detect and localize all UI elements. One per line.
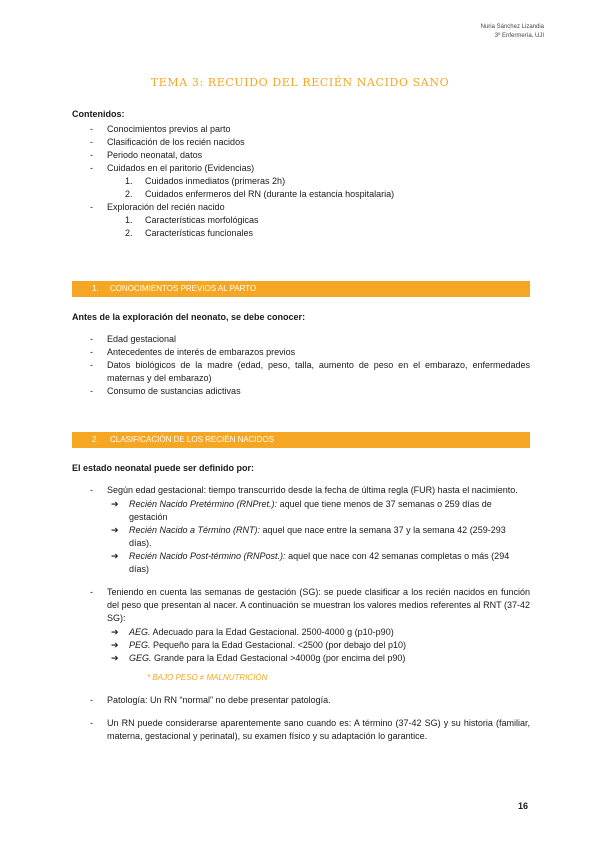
sublist-num: 2. — [125, 189, 133, 199]
arrow-desc: aquel que nace entre la semana 37 y la semana 42 (259-293 días). — [129, 525, 506, 548]
arrow-item — [107, 524, 530, 550]
sublist-text: Características funcionales — [145, 228, 254, 238]
page-number: 16 — [517, 801, 528, 811]
exploracion-sublist — [107, 214, 530, 240]
section-intro: El estado neonatal puede ser definido por: — [72, 463, 255, 473]
contents-item — [72, 201, 530, 240]
section-title: CLASIFICACIÓN DE LOS RECIÉN NACIDOS — [110, 435, 275, 444]
section-2-list — [72, 484, 530, 743]
arrow-desc: Pequeño para la Edad Gestacional. <2500 (por debajo del p10) — [150, 640, 406, 650]
course-name: 3º Enfermería, UJI — [494, 33, 544, 39]
arrow-term: Recién Nacido Pretérmino (RNPret.): — [129, 499, 278, 509]
sublist-item — [107, 188, 530, 201]
sublist-num: 1. — [125, 215, 133, 225]
paritorio-sublist — [107, 175, 530, 201]
sublist-item — [107, 227, 530, 240]
section-number: 1. — [92, 284, 99, 293]
section-intro: Antes de la exploración del neonato, se debe conocer: — [72, 312, 306, 322]
contents-item-label: Cuidados en el paritorio (Evidencias) — [107, 163, 255, 173]
section-2-body — [72, 462, 530, 743]
sublist-text: Características morfológicas — [145, 215, 259, 225]
list-item: - Edad gestacional — [72, 333, 530, 346]
arrow-desc: aquel que tiene menos de 37 semanas o 259 días de gestación — [129, 499, 492, 522]
arrow-icon: ➔ — [111, 525, 119, 535]
sublist-text: Cuidados enfermeros del RN (durante la estancia hospitalaria) — [145, 189, 395, 199]
section-2-header — [72, 432, 530, 448]
contents-heading: Contenidos: — [72, 109, 125, 119]
list-item-peso — [72, 586, 530, 684]
note-bajo-peso: * BAJO PESO ≠ MALNUTRICIÓN — [147, 673, 268, 682]
list-item-edad — [72, 484, 530, 576]
contents-item-label: Exploración del recién nacido — [107, 202, 225, 212]
arrow-item — [107, 626, 530, 639]
arrow-term: AEG. — [129, 627, 151, 637]
contents-item — [72, 162, 530, 201]
arrow-desc: Adecuado para la Edad Gestacional. 2500-4000 g (p10-p90) — [150, 627, 394, 637]
document-title: TEMA 3: RECUIDO DEL RECIÉN NACIDO SANO — [150, 76, 450, 89]
list-item: - Antecedentes de interés de embarazos previos — [72, 346, 530, 359]
arrow-term: Recién Nacido Post-término (RNPost.): — [129, 551, 286, 561]
peso-arrow-list — [107, 626, 530, 665]
peso-text: - Teniendo en cuenta las semanas de gestación (SG): se puede clasificar a los recién nacidos en función del peso que presentan al nacer. A continuación se muestran los valores medios referentes al RNT (37-42 SG): — [107, 587, 530, 623]
contents-item: - Conocimientos previos al parto — [72, 123, 530, 136]
contents-block — [72, 108, 530, 240]
sublist-item — [107, 214, 530, 227]
sublist-num: 1. — [125, 176, 133, 186]
arrow-term: Recién Nacido a Término (RNT): — [129, 525, 261, 535]
list-item: - Consumo de sustancias adictivas — [72, 385, 530, 398]
list-item: - Datos biológicos de la madre (edad, peso, talla, aumento de peso en el embarazo, enfermedades maternas y del embarazo) — [72, 359, 530, 385]
arrow-item — [107, 550, 530, 576]
sublist-num: 2. — [125, 228, 133, 238]
arrow-item — [107, 498, 530, 524]
arrow-icon: ➔ — [111, 653, 119, 663]
arrow-icon: ➔ — [111, 499, 119, 509]
arrow-term: GEG. — [129, 653, 152, 663]
contents-list — [72, 123, 530, 240]
list-item-sano: - Un RN puede considerarse aparentemente sano cuando es: A término (37-42 SG) y su historia (familiar, materna, gestacional y perinatal), su examen físico y su adaptación lo garantice. — [72, 717, 530, 743]
arrow-item — [107, 639, 530, 652]
arrow-term: PEG. — [129, 640, 151, 650]
section-number: 2. — [92, 435, 99, 444]
arrow-item — [107, 652, 530, 665]
section-1-body — [72, 311, 530, 398]
sublist-item — [107, 175, 530, 188]
page-header — [481, 23, 544, 41]
section-title: CONOCIMIENTOS PREVIOS AL PARTO — [110, 284, 257, 293]
edad-arrow-list — [107, 498, 530, 576]
section-1-header — [72, 281, 530, 297]
arrow-icon: ➔ — [111, 627, 119, 637]
arrow-desc: aquel que nace con 42 semanas completas o más (294 días) — [129, 551, 510, 574]
arrow-desc: Grande para la Edad Gestacional >4000g (por encima del p90) — [151, 653, 406, 663]
arrow-icon: ➔ — [111, 551, 119, 561]
section-1-list — [72, 333, 530, 398]
arrow-icon: ➔ — [111, 640, 119, 650]
list-item-patologia: - Patología: Un RN “normal” no debe presentar patología. — [72, 694, 530, 707]
author-name: Nuria Sánchez Lizandia — [480, 24, 544, 30]
contents-item: - Periodo neonatal, datos — [72, 149, 530, 162]
contents-item: - Clasificación de los recién nacidos — [72, 136, 530, 149]
sublist-text: Cuidados inmediatos (primeras 2h) — [145, 176, 286, 186]
edad-text: - Según edad gestacional: tiempo transcurrido desde la fecha de última regla (FUR) hasta el nacimiento. — [107, 485, 518, 495]
